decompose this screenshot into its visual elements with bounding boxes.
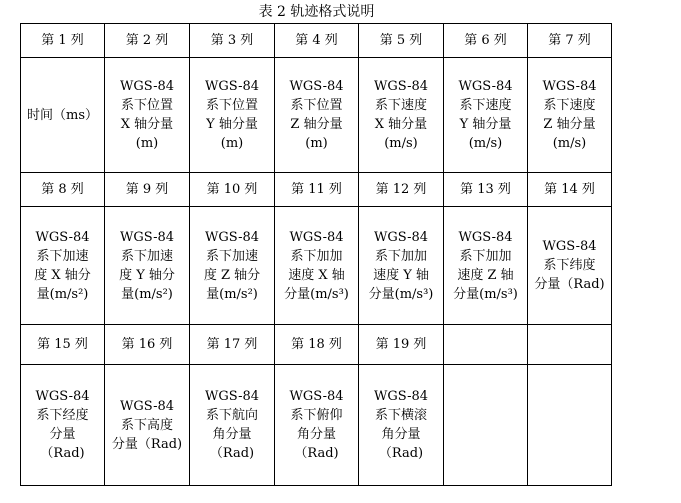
- column-description-cell: [275, 58, 359, 173]
- column-description-cell: [105, 365, 190, 486]
- description-line: WGS-84: [373, 389, 429, 404]
- description-line: （Rad): [40, 446, 85, 461]
- description-line: WGS-84: [542, 239, 597, 254]
- description-line: 分量(m/s³): [284, 286, 349, 302]
- description-row: [21, 58, 612, 173]
- description-line: 时间（ms）: [27, 107, 98, 123]
- description-line: WGS-84: [289, 79, 344, 94]
- column-description-cell: [528, 58, 612, 173]
- description-line: 系下加速: [36, 248, 89, 264]
- column-header-cell: 第 8 列: [21, 173, 105, 207]
- description-line: 系下位置: [205, 98, 258, 113]
- description-line: WGS-84: [289, 389, 344, 404]
- description-line: 分量: [49, 427, 76, 442]
- column-header-cell: 第 19 列: [359, 325, 444, 365]
- description-line: 系下俯仰: [290, 408, 343, 423]
- description-row: [21, 365, 612, 486]
- description-line: （Rad): [294, 446, 339, 461]
- description-line: 角分量: [381, 427, 421, 442]
- description-line: 系下加速: [205, 248, 258, 264]
- description-line: 系下高度: [120, 417, 173, 433]
- column-description-cell: [359, 58, 444, 173]
- column-header-cell: 第 13 列: [444, 173, 528, 207]
- description-line: WGS-84: [119, 79, 175, 94]
- column-description-cell: [528, 365, 612, 486]
- column-header-cell: 第 3 列: [190, 24, 275, 58]
- description-line: WGS-84: [35, 229, 90, 245]
- description-line: WGS-84: [204, 389, 260, 404]
- description-line: (m/s): [552, 136, 587, 151]
- description-line: 量(m/s²): [121, 286, 173, 302]
- column-description-cell: [359, 207, 444, 325]
- description-line: 系下速度: [543, 98, 596, 113]
- column-header-cell: 第 16 列: [105, 325, 190, 365]
- column-description-cell: [21, 365, 105, 486]
- column-header-cell: 第 12 列: [359, 173, 444, 207]
- column-header-cell: 第 17 列: [190, 325, 275, 365]
- header-row: [21, 173, 612, 207]
- trajectory-format-table: [20, 23, 612, 486]
- description-line: (m/s): [468, 136, 503, 151]
- column-description-cell: [190, 207, 275, 325]
- description-line: 系下速度: [374, 98, 427, 113]
- column-description-cell: [359, 365, 444, 486]
- description-line: 系下加速: [120, 248, 173, 264]
- column-header-cell: 第 7 列: [528, 24, 612, 58]
- description-line: 度 Z 轴分: [203, 267, 261, 283]
- description-line: X 轴分量: [120, 117, 174, 132]
- column-description-cell: [190, 365, 275, 486]
- column-header-cell: [444, 325, 528, 365]
- description-line: 系下位置: [290, 98, 343, 113]
- column-header-cell: 第 18 列: [275, 325, 359, 365]
- header-row: [21, 325, 612, 365]
- description-line: 度 X 轴分: [34, 267, 91, 283]
- column-description-cell: [21, 207, 105, 325]
- column-header-cell: 第 6 列: [444, 24, 528, 58]
- description-line: Z 轴分量: [543, 117, 596, 132]
- column-description-cell: [275, 207, 359, 325]
- column-header-cell: 第 14 列: [528, 173, 612, 207]
- description-line: (m): [305, 136, 328, 151]
- description-line: WGS-84: [35, 389, 90, 404]
- description-line: （Rad): [378, 446, 424, 461]
- column-description-cell: [444, 207, 528, 325]
- description-line: 分量(m/s³): [368, 286, 434, 302]
- column-header-cell: 第 10 列: [190, 173, 275, 207]
- description-line: 系下位置: [120, 98, 173, 113]
- description-line: 系下纬度: [543, 258, 596, 273]
- description-line: 角分量: [296, 427, 336, 442]
- description-line: 系下加加: [290, 248, 343, 264]
- column-header-cell: [528, 325, 612, 365]
- description-line: 速度 X 轴: [288, 267, 345, 283]
- description-line: WGS-84: [542, 79, 597, 94]
- table-caption: 表 2 轨迹格式说明: [258, 4, 375, 20]
- description-line: WGS-84: [204, 229, 260, 245]
- description-line: 系下加加: [459, 248, 512, 264]
- column-description-cell: [21, 58, 105, 173]
- column-header-cell: 第 5 列: [359, 24, 444, 58]
- description-line: 分量(m/s³): [453, 286, 518, 302]
- description-line: 分量（Rad): [534, 277, 605, 292]
- column-description-cell: [528, 207, 612, 325]
- column-description-cell: [190, 58, 275, 173]
- description-line: 系下速度: [459, 98, 512, 113]
- header-row: [21, 24, 612, 58]
- column-description-cell: [444, 365, 528, 486]
- description-line: 系下航向: [205, 408, 258, 423]
- description-line: 速度 Z 轴: [457, 267, 514, 283]
- column-header-cell: 第 9 列: [105, 173, 190, 207]
- description-line: WGS-84: [119, 398, 175, 414]
- description-line: WGS-84: [289, 229, 344, 245]
- description-line: 量(m/s²): [206, 286, 258, 302]
- description-line: (m): [220, 136, 244, 151]
- description-line: WGS-84: [204, 79, 260, 94]
- description-line: (m): [135, 136, 159, 151]
- column-header-cell: 第 15 列: [21, 325, 105, 365]
- description-line: 系下经度: [36, 408, 89, 423]
- column-description-cell: [444, 58, 528, 173]
- column-header-cell: 第 11 列: [275, 173, 359, 207]
- column-description-cell: [275, 365, 359, 486]
- description-line: WGS-84: [458, 79, 513, 94]
- description-line: Y 轴分量: [459, 117, 512, 132]
- description-line: 度 Y 轴分: [119, 267, 175, 283]
- column-header-cell: 第 1 列: [21, 24, 105, 58]
- description-line: 速度 Y 轴: [373, 267, 429, 283]
- description-line: WGS-84: [119, 229, 175, 245]
- description-line: WGS-84: [458, 229, 513, 245]
- description-line: 系下横滚: [374, 408, 427, 423]
- description-line: 量(m/s²): [36, 286, 89, 302]
- description-line: X 轴分量: [374, 117, 428, 132]
- description-line: 分量（Rad): [111, 436, 183, 452]
- column-description-cell: [105, 207, 190, 325]
- description-line: WGS-84: [373, 79, 429, 94]
- column-description-cell: [105, 58, 190, 173]
- description-line: 角分量: [212, 427, 252, 442]
- description-line: （Rad): [209, 446, 255, 461]
- column-header-cell: 第 2 列: [105, 24, 190, 58]
- description-line: Y 轴分量: [206, 117, 258, 132]
- column-header-cell: 第 4 列: [275, 24, 359, 58]
- description-line: Z 轴分量: [290, 117, 343, 132]
- description-row: [21, 207, 612, 325]
- description-line: WGS-84: [373, 229, 429, 245]
- description-line: (m/s): [384, 136, 418, 151]
- description-line: 系下加加: [374, 248, 427, 264]
